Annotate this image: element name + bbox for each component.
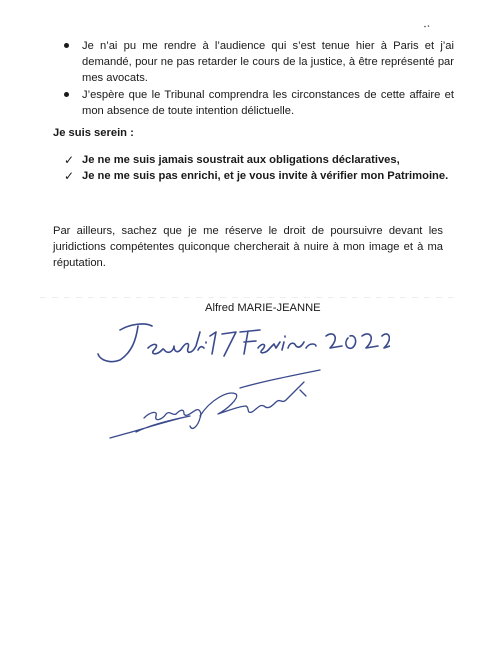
handwritten-signature bbox=[100, 360, 340, 450]
bullet-item bbox=[62, 38, 454, 86]
check-item bbox=[64, 168, 464, 184]
bullet-list bbox=[62, 38, 454, 120]
bullet-item bbox=[62, 87, 454, 119]
checkmark-icon: ✓ bbox=[64, 169, 75, 183]
bullet-text: J’espère que le Tribunal comprendra les circonstances de cette affaire et mon absence de toute intention délictuelle. bbox=[82, 89, 454, 117]
check-text: Je ne me suis pas enrichi, et je vous invite à vérifier mon Patrimoine. bbox=[82, 170, 449, 182]
bullet-text: Je n’ai pu me rendre à l’audience qui s’est tenue hier à Paris et j’ai demandé, pour ne pas retarder le cours de la justice, à être représenté par mes avocats. bbox=[82, 40, 454, 84]
scan-fold-line bbox=[40, 297, 460, 298]
check-list bbox=[64, 152, 464, 184]
serein-heading: Je suis serein : bbox=[53, 127, 134, 139]
checkmark-icon: ✓ bbox=[64, 153, 75, 167]
bullet-dot-icon bbox=[64, 43, 69, 48]
check-text: Je ne me suis jamais soustrait aux obligations déclaratives, bbox=[82, 154, 400, 166]
check-item bbox=[64, 152, 464, 168]
closing-paragraph: Par ailleurs, sachez que je me réserve le droit de poursuivre devant les juridictions compétentes quiconque chercherait à nuire à mon image et à ma réputation. bbox=[53, 225, 443, 269]
signatory-name: Alfred MARIE-JEANNE bbox=[205, 302, 321, 314]
scan-speck bbox=[424, 25, 430, 28]
bullet-dot-icon bbox=[64, 92, 69, 97]
